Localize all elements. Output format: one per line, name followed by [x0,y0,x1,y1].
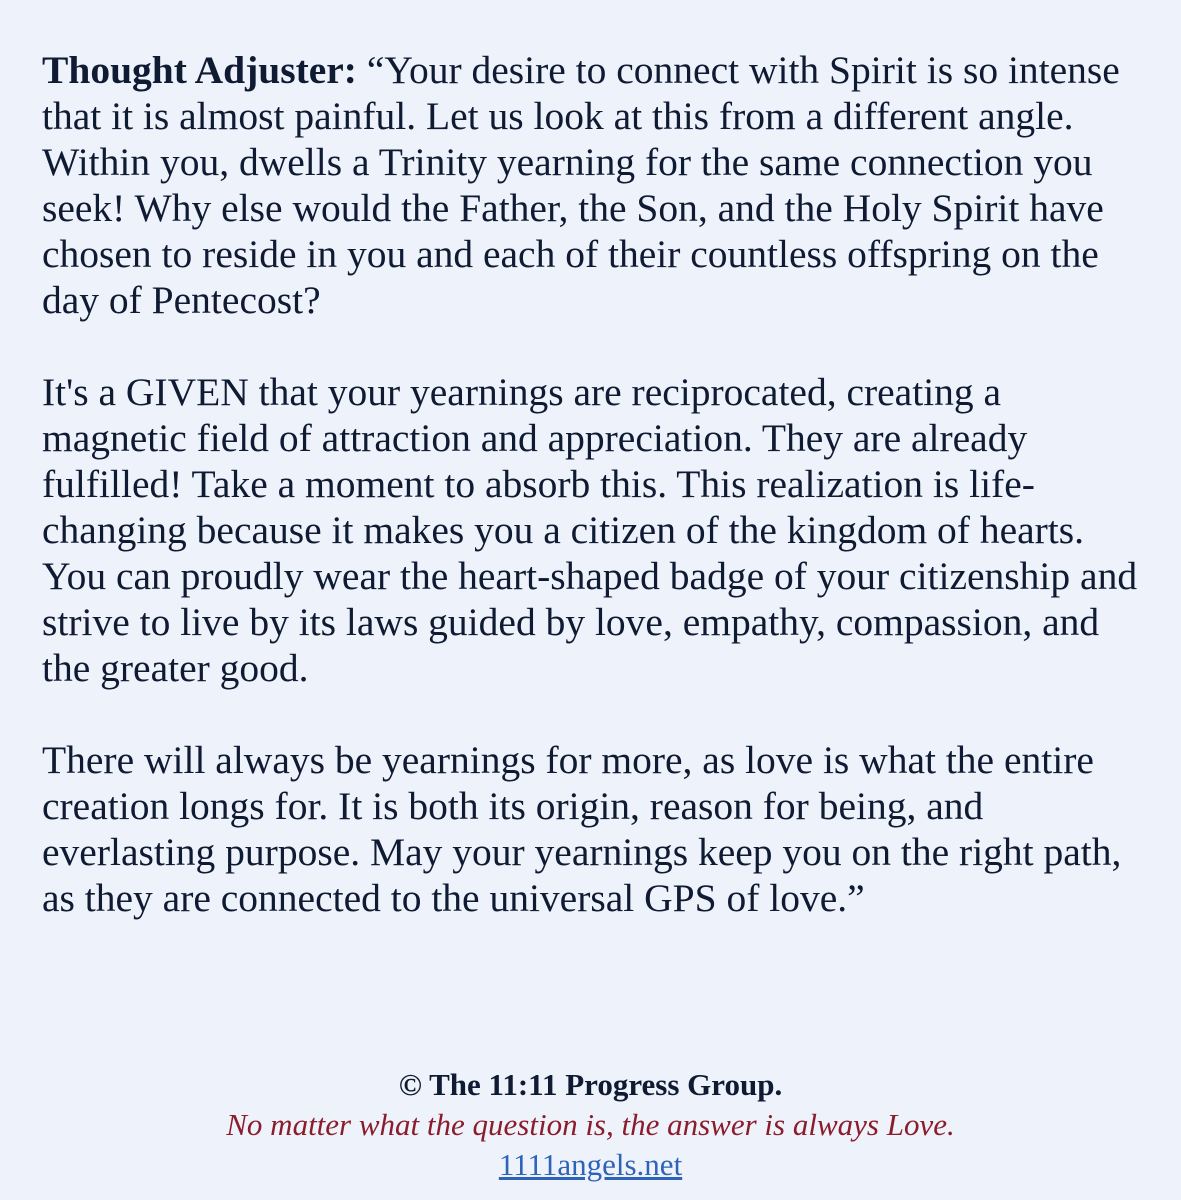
message-paragraph-1 [42,47,1141,323]
message-paragraph-2: It's a GIVEN that your yearnings are reciprocated, creating a magnetic field of attraction and appreciation. They are already fulfilled! Take a moment to absorb this. This realization is life-changing because it makes you a citizen of the kingdom of hearts. You can proudly wear the heart-shaped badge of your citizenship and strive to live by its laws guided by love, empathy, compassion, and the greater good. [42,370,1138,690]
website-link[interactable]: 1111angels.net [498,1147,683,1182]
footer [0,1066,1181,1183]
tagline: No matter what the question is, the answer is always Love. [226,1107,955,1142]
copyright-notice: © The 11:11 Progress Group. [398,1067,783,1102]
paragraph-1-text: “Your desire to connect with Spirit is so intense that it is almost painful. Let us look at this from a different angle. Within you, dwells a Trinity yearning for the same connection you seek! Why else would the Father, the Son, and the Holy Spirit have chosen to reside in you and each of their countless offspring on the day of Pentecost? [42,48,1120,322]
speaker-label: Thought Adjuster: [42,48,357,92]
message-paragraph-3: There will always be yearnings for more, as love is what the entire creation longs for. It is both its origin, reason for being, and everlasting purpose. May your yearnings keep you on the right path, as they are connected to the universal GPS of love.” [42,738,1122,920]
